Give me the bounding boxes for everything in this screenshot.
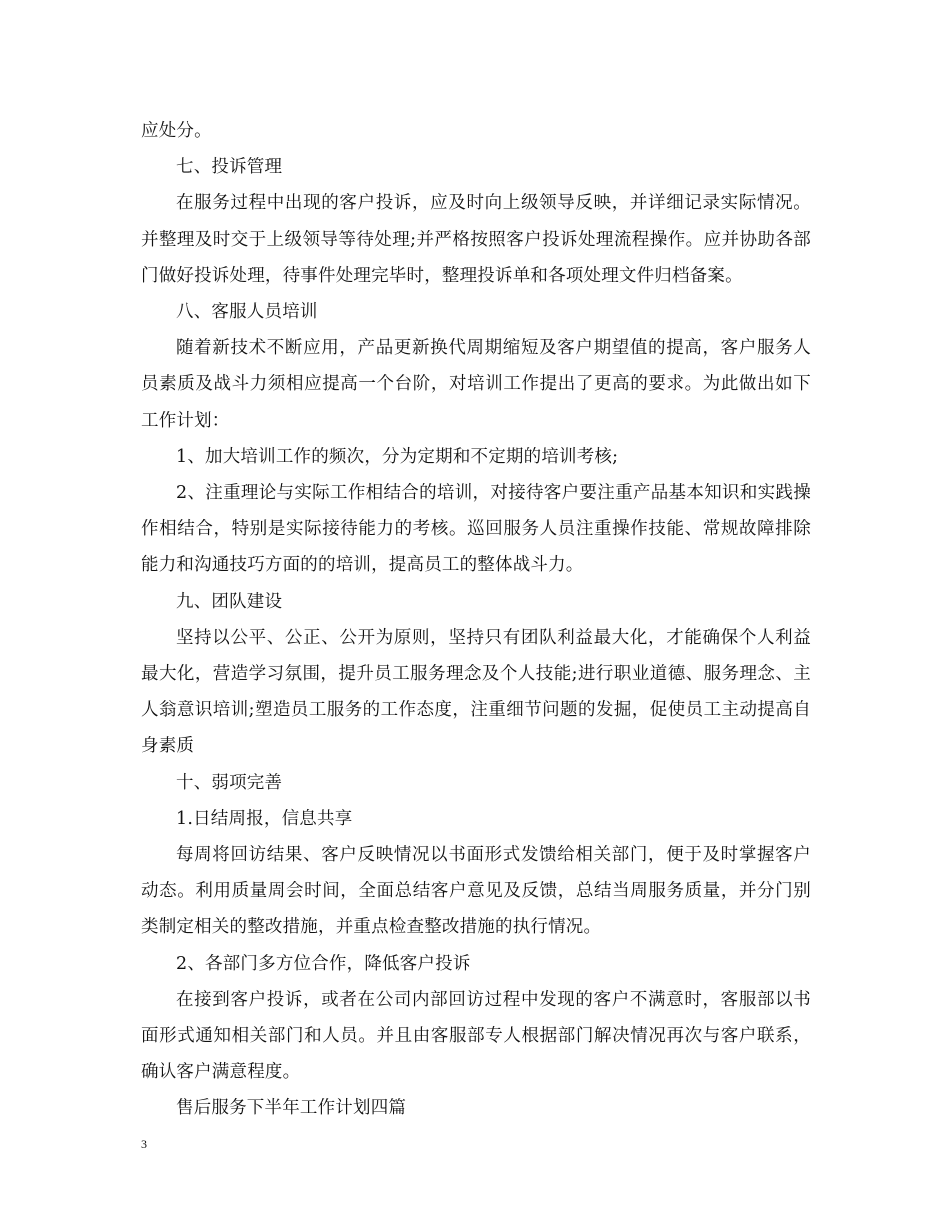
- paragraph-training-item-1: 1、加大培训工作的频次，分为定期和不定期的培训考核;: [176, 446, 619, 467]
- subheading-daily-weekly-report: 1.日结周报，信息共享: [176, 808, 353, 829]
- page-number: 3: [141, 1137, 147, 1151]
- paragraph-training-intro: 随着新技术不断应用，产品更新换代周期缩短及客户期望值的提高，客户服务人员素质及战斗力须相应提高一个台阶，对培训工作提出了更高的要求。为此做出如下工作计划：: [141, 338, 811, 431]
- paragraph-document-title-next: 售后服务下半年工作计划四篇: [176, 1098, 407, 1119]
- section-heading-staff-training: 八、客服人员培训: [176, 302, 318, 323]
- paragraph-complaint-notification: 在接到客户投诉，或者在公司内部回访过程中发现的客户不满意时，客服部以书面形式通知相关部门和人员。并且由客服部专人根据部门解决情况再次与客户联系，确认客户满意程度。: [141, 989, 811, 1083]
- paragraph-1: 应处分。: [141, 121, 212, 141]
- section-heading-team-building: 九、团队建设: [176, 591, 283, 612]
- paragraph-training-item-2: 2、注重理论与实际工作相结合的培训，对接待客户要注重产品基本知识和实践操作相结合，特别是实际接待能力的考核。巡回服务人员注重操作技能、常规故障排除能力和沟通技巧方面的的培训，提高员工的整体战斗力。: [141, 483, 811, 576]
- section-heading-complaint-management: 七、投诉管理: [176, 157, 283, 178]
- paragraph-complaint-handling: 在服务过程中出现的客户投诉，应及时向上级领导反映，并详细记录实际情况。并整理及时交于上级领导等待处理;并严格按照客户投诉处理流程操作。应并协助各部门做好投诉处理，待事件处理完毕时，整理投诉单和各项处理文件归档备案。: [141, 193, 811, 286]
- document-body: [141, 113, 811, 1127]
- paragraph-weekly-feedback: 每周将回访结果、客户反映情况以书面形式发馈给相关部门，便于及时掌握客户动态。利用质量周会时间，全面总结客户意见及反馈，总结当周服务质量，并分门别类制定相关的整改措施，并重点检查整改措施的执行情况。: [141, 845, 811, 938]
- section-heading-weakness-improvement: 十、弱项完善: [176, 772, 283, 793]
- subheading-department-cooperation: 2、各部门多方位合作，降低客户投诉: [176, 953, 471, 974]
- paragraph-team-building: 坚持以公平、公正、公开为原则，坚持只有团队利益最大化，才能确保个人利益最大化，营造学习氛围，提升员工服务理念及个人技能;进行职业道德、服务理念、主人翁意识培训;塑造员工服务的工作态度，注重细节问题的发掘，促使员工主动提高自身素质: [141, 627, 811, 757]
